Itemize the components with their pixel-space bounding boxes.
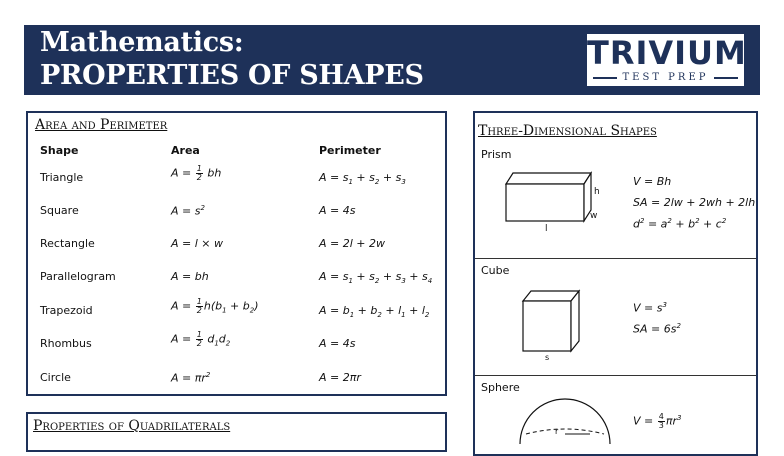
column-header-shape: Shape — [40, 144, 79, 157]
quadrilaterals-title: Properties of Quadrilaterals — [33, 418, 231, 434]
trivium-logo — [587, 34, 747, 86]
divider — [475, 258, 756, 259]
sphere-label: Sphere — [481, 381, 520, 394]
three-d-title: Three-Dimensional Shapes — [478, 123, 657, 139]
shape-name: Circle — [40, 371, 71, 384]
shape-name: Trapezoid — [40, 304, 93, 317]
perimeter-formula: $A = s_1 + s_2 + s_3 + s_4$ — [319, 270, 433, 286]
logo-rule-left — [593, 77, 617, 79]
prism-volume-formula: V = Bh — [633, 175, 672, 188]
area-formula: $A = s^2$ — [171, 204, 205, 218]
prism-label: Prism — [481, 148, 512, 161]
prism-width-label: w — [590, 211, 598, 221]
perimeter-formula: A = 2πr — [319, 371, 361, 384]
page-title-line2: PROPERTIES OF SHAPES — [40, 60, 424, 91]
logo-tagline — [587, 71, 744, 85]
cube-side-label: s — [545, 353, 550, 362]
divider — [475, 375, 756, 376]
column-header-area: Area — [171, 144, 200, 157]
area-formula: A = $\frac{1}{2}$ $d_1d_2$ — [171, 330, 231, 348]
logo-rule-right — [714, 77, 738, 79]
area-perimeter-title: Area and Perimeter — [35, 117, 168, 133]
area-perimeter-panel — [26, 111, 447, 396]
perimeter-formula: $A = s_1 + s_2 + s_3$ — [319, 171, 406, 187]
logo-wordmark: TRIVIUM — [587, 34, 747, 72]
perimeter-formula: A = 4s — [319, 204, 356, 217]
prism-diagonal-formula: $d^2 = a^2 + b^2 + c^2$ — [633, 217, 727, 231]
perimeter-formula: A = 2l + 2w — [319, 237, 385, 250]
area-formula: A = $\frac{1}{2}$ bh — [171, 164, 222, 182]
perimeter-formula: $A = b_1 + b_2 + l_1 + l_2$ — [319, 304, 430, 320]
logo-tagline-text: TEST PREP — [622, 72, 709, 83]
prism-height-label: h — [594, 187, 600, 197]
cube-label: Cube — [481, 264, 510, 277]
column-header-perimeter: Perimeter — [319, 144, 381, 157]
page-title-line1: Mathematics: — [40, 27, 244, 58]
cube-figure — [520, 288, 590, 358]
prism-surface-area-formula: SA = 2lw + 2wh + 2lh — [633, 196, 756, 209]
sphere-volume-formula: V = $\frac{4}{3}$ $\pi r^3$ — [633, 412, 682, 430]
sphere-figure — [512, 404, 622, 454]
shape-name: Square — [40, 204, 79, 217]
prism-length-label: l — [545, 224, 548, 234]
shape-name: Rhombus — [40, 337, 92, 350]
area-formula: A = l × w — [171, 237, 223, 250]
sphere-radius-label: r — [555, 427, 559, 436]
cube-volume-formula: $V = s^3$ — [633, 301, 667, 315]
area-formula: A = $\frac{1}{2}$ $h(b_1 + b_2)$ — [171, 297, 259, 315]
prism-figure — [500, 170, 600, 230]
shape-name: Triangle — [40, 171, 84, 184]
area-formula: A = bh — [171, 270, 209, 283]
shape-name: Parallelogram — [40, 270, 116, 283]
cube-surface-area-formula: SA = $6s^2$ — [633, 322, 681, 336]
area-formula: $A = \pi r^2$ — [171, 371, 211, 385]
perimeter-formula: A = 4s — [319, 337, 356, 350]
shape-name: Rectangle — [40, 237, 95, 250]
